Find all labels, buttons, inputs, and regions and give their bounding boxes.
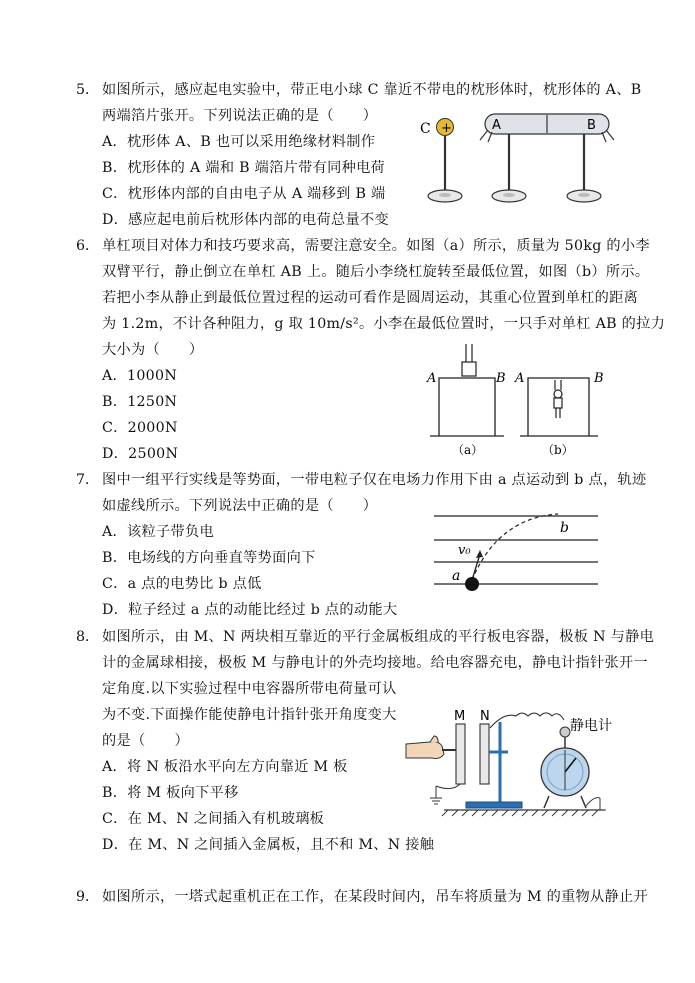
caption-b: （b） — [542, 443, 574, 457]
option-b: B．1250N — [102, 394, 178, 410]
question-text: 图中一组平行实线是等势面，一带电粒子仅在电场力作用下由 a 点运动到 b 点，轨迹 — [102, 472, 647, 488]
question-text: 若把小李从静止到最低位置过程的运动可看作是圆周运动，其重心位置到单杠的距离 — [102, 290, 639, 306]
option-c: C．2000N — [102, 420, 178, 436]
question-number: 9． — [76, 889, 100, 905]
bar-a-right-label: B — [496, 371, 506, 386]
capacitor-figure — [404, 706, 628, 824]
bar-b-right-label: B — [594, 371, 604, 386]
question-text: 为 1.2m，不计各种阻力，g 取 10m/s²。小李在最低位置时，一只手对单杠 AB 的拉力 — [102, 316, 666, 332]
stand-base — [466, 802, 522, 808]
plus-sign: + — [441, 121, 452, 136]
plate-m — [456, 724, 465, 784]
induction-figure — [418, 108, 630, 220]
ground-symbol-right — [594, 798, 606, 810]
question-text: 双臂平行，静止倒立在单杠 AB 上。随后小李绕杠旋转至最低位置，如图（b）所示。 — [102, 264, 650, 280]
point-b-label: b — [560, 520, 569, 536]
question-text: 如图所示，由 M、N 两块相互靠近的平行金属板组成的平行板电容器，极板 N 与静电 — [102, 629, 655, 645]
electrometer-label: 静电计 — [570, 718, 612, 734]
option-d: D．2500N — [102, 446, 179, 462]
option-d: D．感应起电前后枕形体内部的电荷总量不变 — [102, 212, 389, 228]
option-b: B．枕形体的 A 端和 B 端箔片带有同种电荷 — [102, 160, 386, 176]
particle — [465, 577, 479, 591]
ground-symbol-left — [430, 786, 442, 804]
option-b: B．将 M 板向下平移 — [102, 785, 239, 801]
question-text: 的是（ ） — [102, 733, 189, 749]
question-text: 为不变.下面操作能使静电计指针张开角度变大 — [102, 707, 397, 723]
option-a: A．将 N 板沿水平向左方向靠近 M 板 — [102, 759, 348, 775]
hand — [406, 742, 444, 759]
bar-b-left-label: A — [515, 371, 525, 386]
trajectory-path — [472, 514, 558, 580]
point-a-label: a — [452, 568, 461, 584]
option-c: C．枕形体内部的自由电子从 A 端移到 B 端 — [102, 186, 386, 202]
question-text: 大小为（ ） — [102, 342, 204, 358]
plate-n — [480, 724, 489, 784]
question-number: 8． — [76, 629, 100, 645]
option-a: A．1000N — [102, 368, 178, 384]
option-a: A．该粒子带负电 — [102, 524, 214, 540]
caption-a: （a） — [452, 443, 484, 457]
option-d: D．在 M、N 之间插入金属板，且不和 M、N 接触 — [102, 837, 435, 853]
label-a: A — [492, 118, 501, 133]
meter-ball — [560, 727, 570, 737]
bar-a-left-label: A — [427, 371, 437, 386]
person-a — [462, 362, 476, 376]
question-number: 6． — [76, 238, 100, 254]
question-text: 两端箔片张开。下列说法正确的是（ ） — [102, 108, 378, 124]
question-text: 定角度.以下实验过程中电容器所带电荷量可认 — [102, 681, 397, 697]
plate-n-label: N — [480, 709, 490, 724]
question-text: 如图所示，一塔式起重机正在工作，在某段时间内，吊车将质量为 M 的重物从静止开 — [102, 889, 648, 905]
question-text: 计的金属球相接，极板 M 与静电计的外壳均接地。给电容器充电，静电计指针张开一 — [102, 655, 648, 671]
high-bar-figure — [424, 336, 616, 460]
option-a: A．枕形体 A、B 也可以采用绝缘材料制作 — [102, 134, 376, 150]
label-b: B — [587, 118, 596, 133]
v0-label: v₀ — [458, 543, 471, 558]
question-text: 如图所示，感应起电实验中，带正电小球 C 靠近不带电的枕形体时，枕形体的 A、B — [102, 82, 642, 98]
question-text: 如虚线所示。下列说法中正确的是（ ） — [102, 498, 378, 514]
equipotential-figure — [428, 508, 604, 598]
question-number: 5． — [76, 82, 100, 98]
question-number: 7． — [76, 472, 100, 488]
label-c: C — [420, 121, 431, 137]
plate-m-label: M — [454, 709, 466, 724]
person-b — [554, 390, 562, 398]
option-c: C．a 点的电势比 b 点低 — [102, 576, 262, 592]
question-text: 单杠项目对体力和技巧要求高，需要注意安全。如图（a）所示，质量为 50kg 的小李 — [102, 238, 650, 254]
option-b: B．电场线的方向垂直等势面向下 — [102, 550, 316, 566]
option-d: D．粒子经过 a 点的动能比经过 b 点的动能大 — [102, 602, 398, 618]
bar-frame-a — [439, 378, 495, 436]
option-c: C．在 M、N 之间插入有机玻璃板 — [102, 811, 325, 827]
